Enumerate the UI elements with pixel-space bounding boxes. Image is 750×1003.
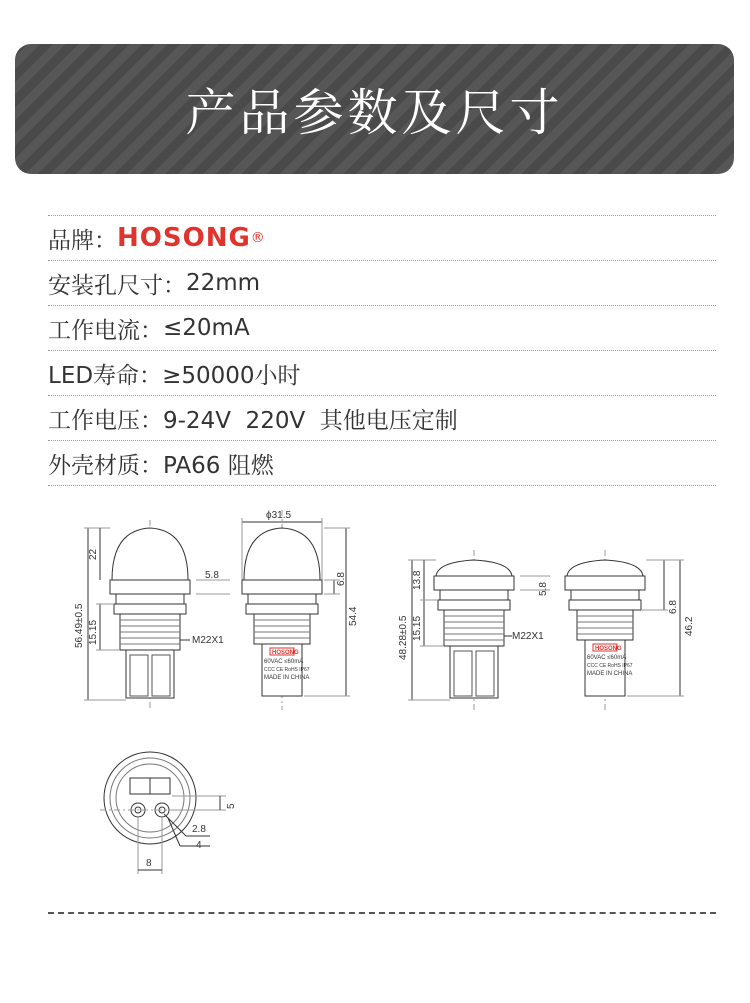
spec-value: 9-24V 220V 其他电压定制 — [163, 407, 458, 434]
flat-side-thread: M22X1 — [512, 631, 544, 642]
title-banner — [15, 44, 734, 174]
spec-label: 工作电流： — [48, 317, 163, 344]
dimension-drawings — [0, 500, 750, 890]
dome-side-cap: 22 — [88, 548, 99, 560]
spec-row-current — [48, 305, 716, 350]
spec-label: 外壳材质： — [48, 452, 163, 479]
dome-front-label-1: 60VAC ≤60mA — [264, 659, 304, 665]
bottom-dim-4: 4 — [196, 840, 202, 851]
spec-row-hole-size — [48, 260, 716, 305]
bottom-dim-5: 5 — [226, 803, 237, 809]
flat-front-view — [565, 550, 684, 710]
flat-front-label-3: MADE IN CHINA — [587, 671, 633, 677]
bottom-divider — [48, 912, 716, 914]
spec-label: 品牌： — [48, 227, 117, 254]
flat-side-cap: 13.8 — [412, 570, 423, 590]
spec-label: LED寿命： — [48, 362, 163, 389]
flat-front-ring: 6.8 — [668, 600, 679, 614]
spec-row-brand — [48, 215, 716, 260]
spec-row-material — [48, 440, 716, 486]
bottom-dim-2-8: 2.8 — [192, 824, 206, 835]
flat-side-overall: 48.28±0.5 — [398, 615, 409, 660]
brand-logo: HOSONG — [117, 223, 251, 253]
spec-list — [48, 215, 716, 486]
dome-front-label-3: MADE IN CHINA — [264, 675, 310, 681]
spec-value: 22mm — [186, 270, 261, 296]
bottom-dim-8: 8 — [146, 858, 152, 869]
flat-front-label-2: CCC CE RoHS IP67 — [587, 663, 633, 669]
flat-front-label-brand: HOSONG — [595, 646, 622, 652]
spec-value: ≥50000小时 — [162, 362, 301, 389]
flat-side-lower: 15.15 — [412, 615, 423, 641]
spec-label: 安装孔尺寸： — [48, 272, 186, 299]
flat-front-label-1: 60VAC ≤60mA — [587, 655, 627, 661]
dome-front-label-brand: HOSONG — [272, 650, 299, 656]
flat-front-overall: 46.2 — [684, 616, 695, 636]
dome-side-overall: 56.49±0.5 — [74, 603, 85, 648]
spec-value: ≤20mA — [163, 315, 250, 341]
dome-side-thread: M22X1 — [192, 635, 224, 646]
dome-front-overall: 54.4 — [348, 606, 359, 626]
dome-side-lower: 15.15 — [88, 619, 99, 645]
spec-label: 工作电压： — [48, 407, 163, 434]
banner-title: 产品参数及尺寸 — [185, 84, 564, 142]
spec-row-voltage — [48, 395, 716, 440]
flat-side-ring: 5.8 — [538, 582, 549, 596]
dome-front-label-2: CCC CE RoHS IP67 — [264, 667, 310, 673]
dome-front-diameter: ϕ31.5 — [266, 510, 292, 521]
bottom-view — [100, 752, 226, 874]
registered-mark: ® — [250, 230, 265, 246]
dome-side-view — [84, 520, 230, 710]
spec-row-lifetime — [48, 350, 716, 395]
dome-side-ring: 5.8 — [205, 570, 219, 581]
flat-side-view — [408, 550, 550, 710]
dome-front-ring: 6.8 — [336, 572, 347, 586]
spec-value: PA66 阻燃 — [163, 452, 274, 479]
